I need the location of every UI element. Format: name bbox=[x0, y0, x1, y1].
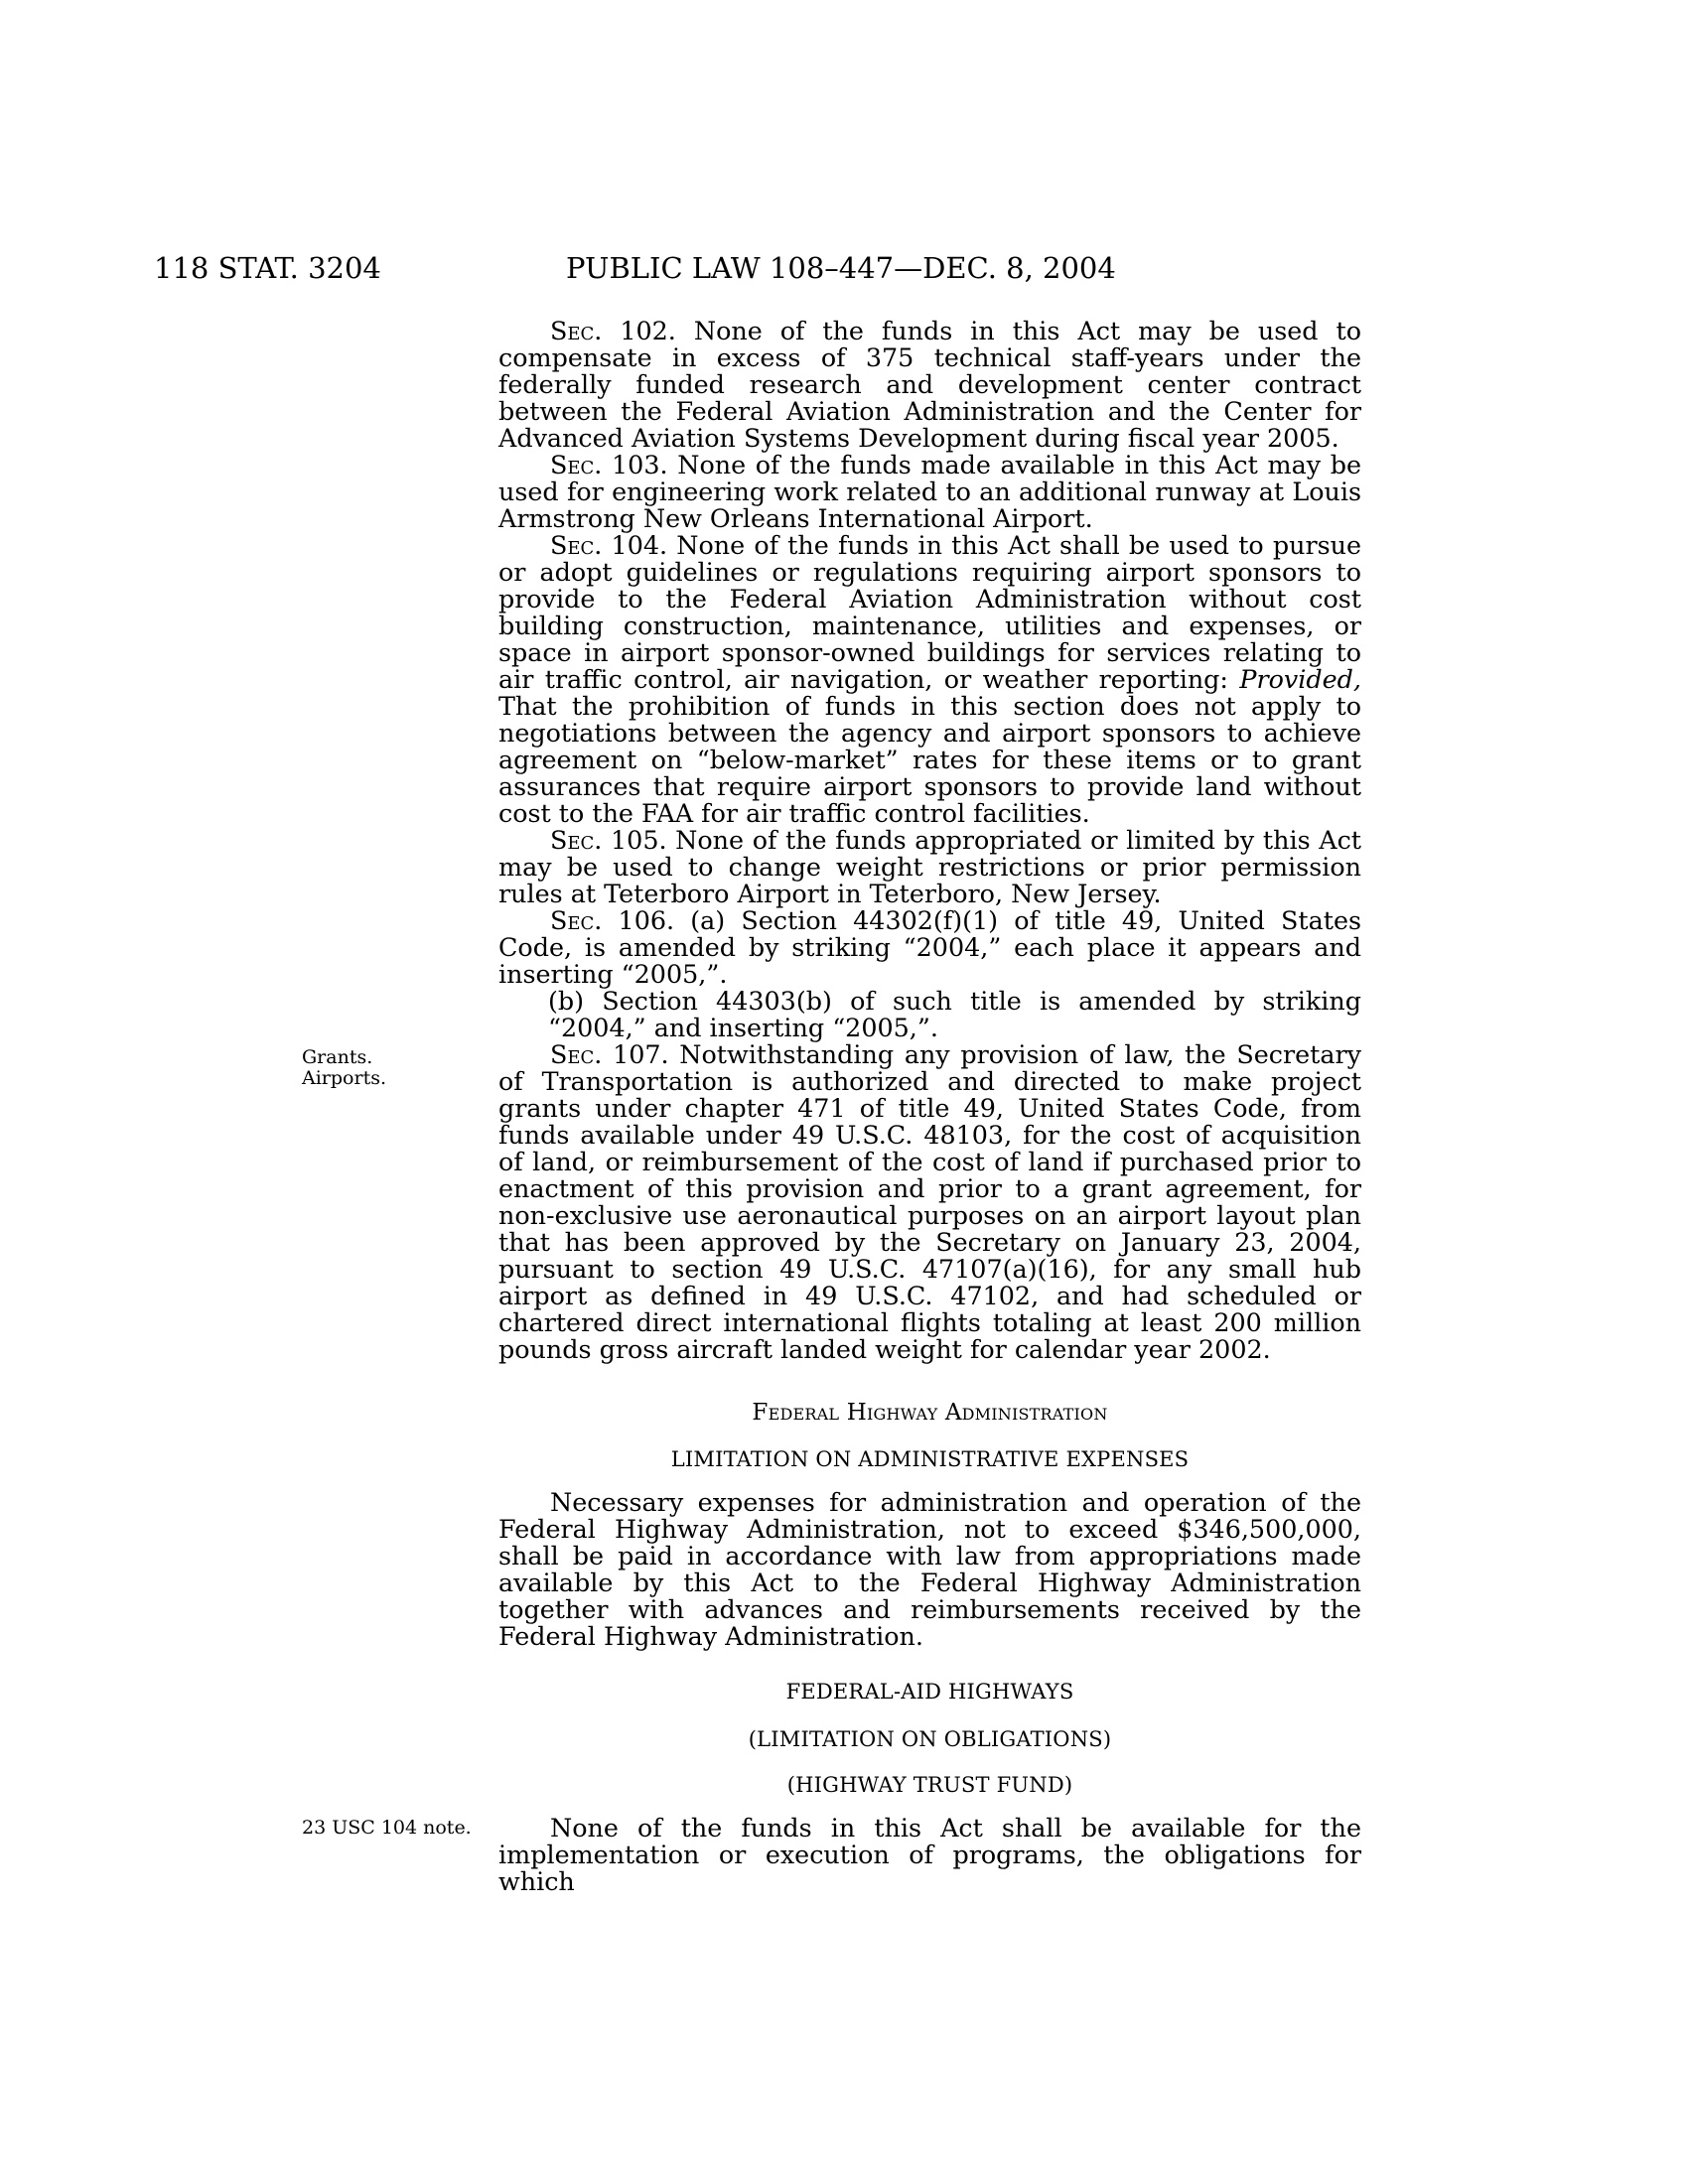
sections-block bbox=[498, 318, 1361, 1363]
section-text: None of the funds appropriated or limited by this Act may be used to change weight restrictions or prior permission rules at Teterboro Airport in Teterboro, New Jersey. bbox=[498, 825, 1361, 908]
section-text: (b) Section 44303(b) of such title is amended by striking “2004,” and inserting “2005,”. bbox=[548, 986, 1361, 1042]
account-heading: LIMITATION ON ADMINISTRATIVE EXPENSES bbox=[670, 1447, 1190, 1471]
agency-heading: Federal Highway Administration bbox=[752, 1400, 1108, 1426]
section-107 bbox=[498, 1041, 1361, 1363]
account-subheading: (HIGHWAY TRUST FUND) bbox=[786, 1773, 1073, 1797]
section-103 bbox=[498, 452, 1361, 532]
section-label: Sec. 104. bbox=[550, 530, 668, 560]
proviso-italic: Provided, bbox=[1239, 664, 1361, 694]
section-text: None of the funds made available in this Act may be used for engineering work related to an additional runway at Louis Armstrong New Orleans International Airport. bbox=[498, 450, 1361, 533]
federal-aid-paragraph: None of the funds in this Act shall be available for the implementation or execution of programs, the obligations for which bbox=[498, 1813, 1361, 1896]
account-subheading: (LIMITATION ON OBLIGATIONS) bbox=[748, 1727, 1112, 1751]
section-label: Sec. 105. bbox=[550, 825, 667, 855]
section-text: None of the funds in this Act shall be used to pursue or adopt guidelines or regulations requiring airport sponsors to provide to the Federal Aviation Administration without cost building construction, maintenance, utilities and expenses, or space in airport sponsor-owned buildings for services relating to air traffic control, air navigation, or weather reporting: bbox=[498, 530, 1362, 694]
fhwa-heading-block bbox=[498, 1400, 1361, 1426]
margin-note-usc: 23 USC 104 note. bbox=[302, 1817, 472, 1839]
section-text: (a) Section 44302(f)(1) of title 49, United States Code, is amended by striking “2004,” each place it appears and inserting “2005,”. bbox=[498, 905, 1361, 989]
page-header bbox=[154, 251, 1375, 291]
section-label: Sec. 106. bbox=[550, 905, 675, 935]
fhwa-subheading-block bbox=[498, 1447, 1361, 1471]
section-label: Sec. 102. bbox=[550, 316, 676, 345]
section-text: Notwithstanding any provision of law, the Secretary of Transportation is authorized and directed to make project grants under chapter 471 of title 49, United States Code, from funds available under 49 U.S.C. 48103, for the cost of acquisition of land, or reimbursement of the cost of land if purchased prior to enactment of this provision and prior to a grant agreement, for non-exclusive use aeronautical purposes on an airport layout plan that has been approved by the Secretary on January 23, 2004, pursuant to section 49 U.S.C. 47107(a)(16), for any small hub airport as defined in 49 U.S.C. 47102, and had scheduled or chartered direct international flights totaling at least 200 million pounds gross aircraft landed weight for calendar year 2002. bbox=[498, 1039, 1361, 1364]
stat-citation: 118 STAT. 3204 bbox=[154, 251, 381, 285]
section-text: None of the funds in this Act may be used to compensate in excess of 375 technical staff-years under the federally funded research and development center contract between the Federal Aviation Administration and the Center for Advanced Aviation Systems Development during fiscal year 2005. bbox=[498, 316, 1362, 453]
account-heading: FEDERAL-AID HIGHWAYS bbox=[785, 1680, 1074, 1704]
federal-aid-heading3-block bbox=[498, 1773, 1361, 1797]
section-102 bbox=[498, 318, 1361, 452]
section-label: Sec. 103. bbox=[550, 450, 668, 479]
running-head: PUBLIC LAW 108–447—DEC. 8, 2004 bbox=[566, 251, 1116, 285]
margin-note-grants: Grants. bbox=[302, 1046, 373, 1068]
section-104 bbox=[498, 532, 1361, 827]
section-text: That the prohibition of funds in this section does not apply to negotiations between the agency and airport sponsors to achieve agreement on “below-market” rates for these items or to grant assurances that require airport sponsors to provide land without cost to the FAA for air traffic control facilities. bbox=[498, 691, 1361, 828]
section-106a bbox=[498, 907, 1361, 988]
fhwa-paragraph: Necessary expenses for administration and operation of the Federal Highway Administration, not to exceed $346,500,000, shall be paid in accordance with law from appropriations made available by this Act to the Federal Highway Administration together with advances and reimbursements received by the Federal Highway Administration. bbox=[498, 1487, 1361, 1651]
section-105 bbox=[498, 827, 1361, 907]
federal-aid-text-block bbox=[498, 1815, 1361, 1895]
federal-aid-heading-block bbox=[498, 1680, 1361, 1704]
margin-note-airports: Airports. bbox=[302, 1067, 386, 1089]
fhwa-text-block bbox=[498, 1489, 1361, 1650]
section-106b bbox=[498, 988, 1361, 1041]
federal-aid-heading2-block bbox=[498, 1727, 1361, 1751]
section-label: Sec. 107. bbox=[550, 1039, 669, 1069]
